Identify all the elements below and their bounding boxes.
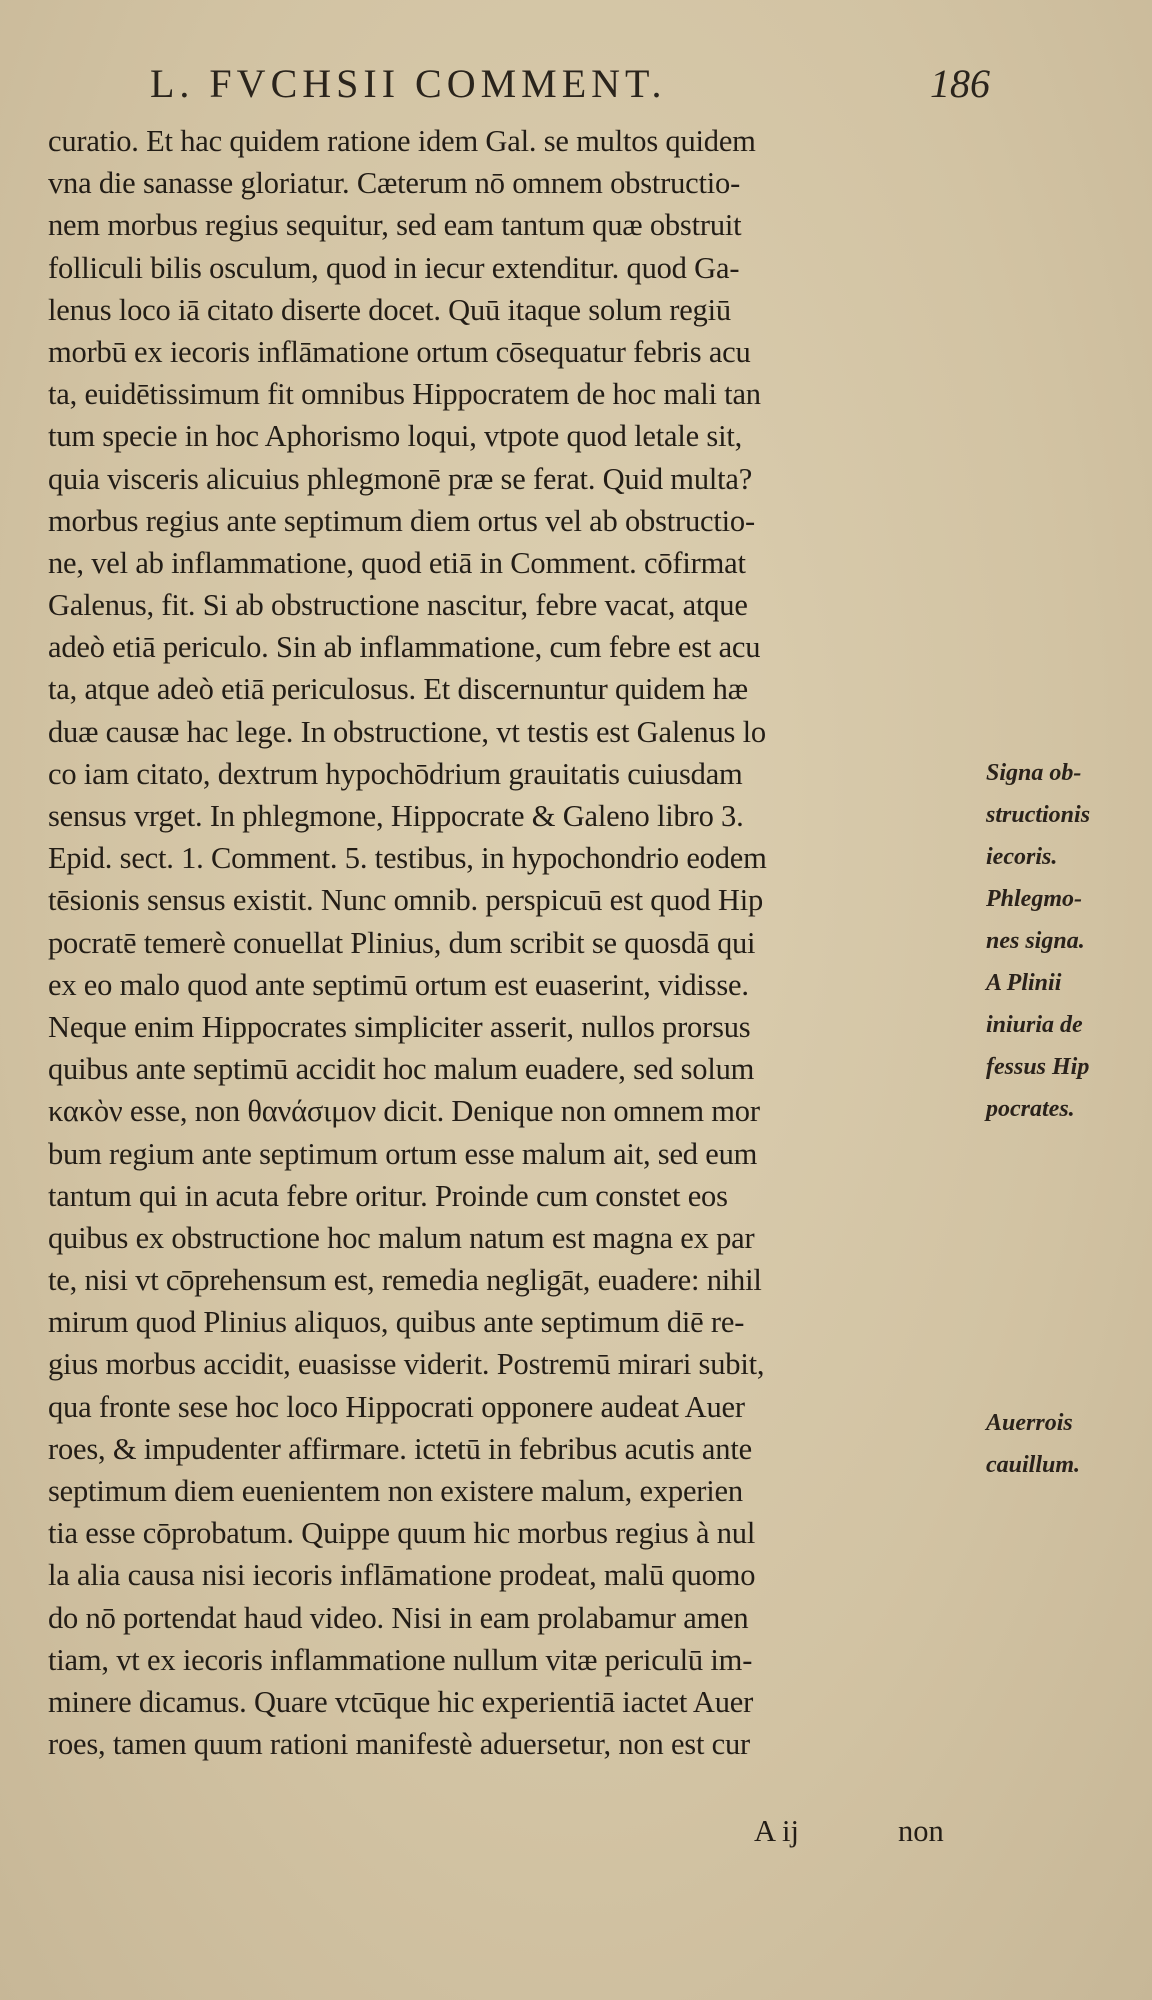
text-line: Neque enim Hippocrates simpliciter asserit, nullos prorsus xyxy=(48,1009,751,1044)
text-line: pocratē temerè conuellat Plinius, dum scribit se quosdā qui xyxy=(48,925,756,960)
margin-note: pocrates. xyxy=(986,1096,1075,1122)
margin-note: nes signa. xyxy=(986,928,1085,954)
text-line: tantum qui in acuta febre oritur. Proinde cum constet eos xyxy=(48,1178,728,1213)
text-line: ex eo malo quod ante septimū ortum est euaserint, vidisse. xyxy=(48,967,749,1002)
text-line: bum regium ante septimum ortum esse malum ait, sed eum xyxy=(48,1136,758,1171)
text-line: ta, euidētissimum fit omnibus Hippocratem de hoc mali tan xyxy=(48,377,761,412)
text-line: Galenus, fit. Si ab obstructione nascitur, febre vacat, atque xyxy=(48,588,748,623)
text-line: minere dicamus. Quare vtcūque hic experientiā iactet Auer xyxy=(48,1684,754,1719)
text-line: te, nisi vt cōprehensum est, remedia negligāt, euadere: nihil xyxy=(48,1263,762,1298)
text-line: quibus ante septimū accidit hoc malum euadere, sed solum xyxy=(48,1052,755,1087)
margin-note: fessus Hip xyxy=(986,1054,1090,1080)
folio-number: 186 xyxy=(930,61,990,106)
text-line: la alia causa nisi iecoris inflāmatione prodeat, malū quomo xyxy=(48,1558,756,1593)
text-line: nem morbus regius sequitur, sed eam tantum quæ obstruit xyxy=(48,208,742,243)
page-header xyxy=(150,60,990,110)
margin-note: Auerrois xyxy=(986,1410,1073,1436)
text-line: roes, & impudenter affirmare. ictetū in febribus acutis ante xyxy=(48,1431,752,1466)
text-line: gius morbus accidit, euasisse viderit. Postremū mirari subit, xyxy=(48,1347,765,1382)
text-line: ta, atque adeò etiā periculosus. Et discernuntur quidem hæ xyxy=(48,672,748,707)
text-line: κακὸν esse, non θανάσιμον dicit. Denique non omnem mor xyxy=(48,1094,760,1129)
text-line: quia visceris alicuius phlegmonē præ se ferat. Quid multa? xyxy=(48,461,753,496)
text-line: sensus vrget. In phlegmone, Hippocrate & Galeno libro 3. xyxy=(48,799,744,833)
text-line: folliculi bilis osculum, quod in iecur extenditur. quod Ga- xyxy=(48,250,740,285)
text-line: septimum diem euenientem non existere malum, experien xyxy=(48,1474,743,1508)
text-line: morbū ex iecoris inflāmatione ortum cōsequatur febris acu xyxy=(48,334,751,369)
text-line: mirum quod Plinius aliquos, quibus ante septimum diē re- xyxy=(48,1305,745,1340)
margin-note: cauillum. xyxy=(986,1452,1081,1478)
margin-note: structionis xyxy=(986,802,1091,828)
text-line: vna die sanasse gloriatur. Cæterum nō omnem obstructio- xyxy=(48,166,741,201)
text-line: ne, vel ab inflammatione, quod etiā in Comment. cōfirmat xyxy=(48,545,746,580)
margin-note: iecoris. xyxy=(986,844,1058,870)
text-line: tum specie in hoc Aphorismo loqui, vtpote quod letale sit, xyxy=(48,419,743,454)
text-line: curatio. Et hac quidem ratione idem Gal. se multos quidem xyxy=(48,124,756,158)
text-line: tiam, vt ex iecoris inflammatione nullum vitæ periculū im- xyxy=(48,1642,753,1677)
text-line: roes, tamen quum rationi manifestè aduersetur, non est cur xyxy=(48,1727,751,1762)
margin-note: iniuria de xyxy=(986,1012,1083,1038)
catchword: non xyxy=(898,1814,944,1848)
text-line: qua fronte sese hoc loco Hippocrati opponere audeat Auer xyxy=(48,1389,745,1424)
text-line: lenus loco iā citato diserte docet. Quū itaque solum regiū xyxy=(48,292,731,327)
text-line: duæ causæ hac lege. In obstructione, vt testis est Galenus lo xyxy=(48,714,766,749)
main-text-block xyxy=(48,120,978,1765)
running-title: L. FVCHSII COMMENT. xyxy=(150,61,667,106)
text-line: co iam citato, dextrum hypochōdrium grauitatis cuiusdam xyxy=(48,756,743,791)
text-line: do nō portendat haud video. Nisi in eam prolabamur amen xyxy=(48,1600,749,1635)
text-line: quibus ex obstructione hoc malum natum est magna ex par xyxy=(48,1220,755,1255)
margin-note: Signa ob- xyxy=(986,760,1082,786)
text-line: morbus regius ante septimum diem ortus vel ab obstructio- xyxy=(48,503,755,538)
text-line: Epid. sect. 1. Comment. 5. testibus, in hypochondrio eodem xyxy=(48,841,767,876)
text-line: tēsionis sensus existit. Nunc omnib. perspicuū est quod Hip xyxy=(48,883,764,918)
text-line: tia esse cōprobatum. Quippe quum hic morbus regius à nul xyxy=(48,1516,756,1551)
text-line: adeò etiā periculo. Sin ab inflammatione, cum febre est acu xyxy=(48,630,761,665)
margin-note: A Plinii xyxy=(986,970,1062,996)
signature-mark: A ij xyxy=(754,1814,799,1848)
margin-note: Phlegmo- xyxy=(986,886,1082,912)
page-footer xyxy=(48,1814,978,1858)
